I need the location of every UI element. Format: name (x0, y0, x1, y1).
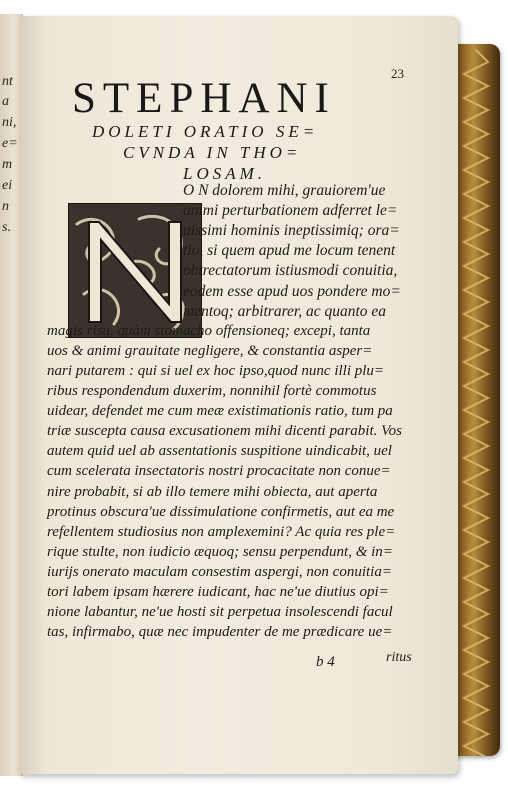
title-heading: STEPHANI (72, 75, 336, 122)
facing-fragment: n (2, 199, 9, 214)
signature-mark: b 4 (316, 654, 335, 670)
body-text-line: protinus obscura'ue dissimulatione confirmetis, aut ea me (47, 503, 395, 520)
body-text-line: uos & animi grauitate negligere, & constantia asper= (47, 342, 373, 359)
body-text-line: eodem esse apud uos pondere mo= (183, 282, 401, 300)
gilt-pattern-icon (452, 44, 500, 756)
body-text-line: magis risu, quàm stomacho offensioneq; excepi, tanta (47, 322, 371, 339)
page-number: 23 (391, 66, 404, 81)
facing-fragment: a (2, 94, 9, 109)
title-line: DOLETI ORATIO SE= (92, 122, 319, 141)
facing-fragment: e= (2, 136, 18, 151)
body-text-line: O N dolorem mihi, grauiorem'ue (183, 182, 386, 199)
facing-fragment: nt (2, 74, 13, 89)
body-text-line: triæ suscepta causa excusationem mihi dicenti parabit. Vos (47, 423, 402, 440)
facing-fragment: s. (2, 220, 11, 235)
body-text-line: nire probabit, si ab illo temere mihi obiecta, aut aperta (47, 483, 378, 500)
body-text-line: obtrectatorum istiusmodi conuitia, (183, 262, 398, 280)
woodcut-initial-n (68, 203, 202, 338)
body-text-line: rique stulte, non iudicio æquoq; sensu perpendunt, & in= (47, 543, 393, 560)
body-text-line: cum scelerata insectatoris nostri procacitate non conue= (47, 463, 391, 480)
body-text-line: tas, infirmabo, quæ nec impudenter de me prædicare ue= (47, 624, 393, 641)
title-line: LOSAM. (183, 164, 267, 183)
body-text-line: ribus respondendum duxerim, nonnihil fortè commotus (47, 383, 377, 399)
printed-page (20, 16, 458, 774)
body-text-line: uidear, defendet me cum meæ existimationis ratio, tum pa (47, 403, 393, 420)
body-text-line: refellentem studiosius non amplexemini? Ac quia res ple= (47, 523, 396, 540)
body-text-line: iurijs onerato maculam consestim aspergi, non conuitia= (47, 563, 392, 580)
body-text-line: nione labantur, ne'ue hosti sit perpetua insolescendi facul (47, 604, 393, 621)
body-text-line: uissimi hominis ineptissimiq; ora= (183, 222, 400, 240)
facing-fragment: m (2, 157, 13, 172)
decorated-initial-icon (69, 204, 201, 337)
body-text-line: nari putarem : qui si uel ex hoc ipso,quod nunc illi plu= (47, 362, 385, 379)
body-text-line: mentoq; arbitrarer, ac quanto ea (183, 302, 387, 320)
facing-fragment: ni, (2, 115, 17, 130)
title-line: CVNDA IN THO= (123, 143, 302, 162)
catchword: ritus (386, 650, 412, 665)
body-text-line: tio, si quem apud me locum tenent (183, 242, 396, 260)
facing-fragment: ei (2, 178, 13, 193)
gilt-fore-edge-binding (452, 44, 500, 756)
body-text-line: autem quid uel ab assentationis suspitione uindicabit, uel (47, 443, 392, 460)
body-text-line: animi perturbationem adferret le= (183, 202, 398, 220)
body-text-line: tori labem ipsam hærere iudicant, hac ne'ue diutius opi= (47, 584, 389, 600)
